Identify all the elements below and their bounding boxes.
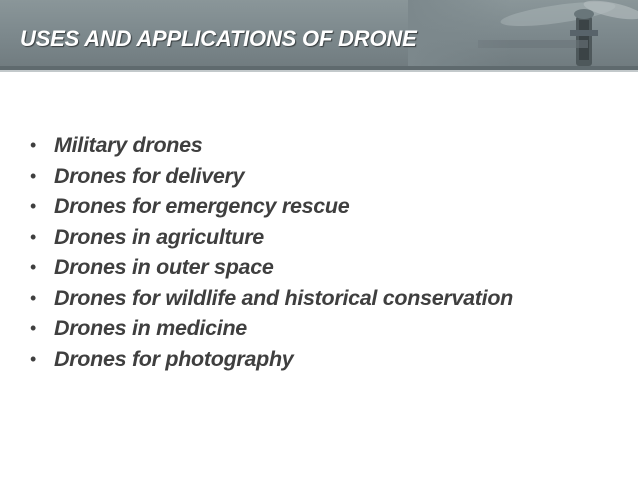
- bullet-icon: •: [30, 165, 37, 186]
- bullet-text: Drones in agriculture: [54, 224, 264, 249]
- bullet-icon: •: [30, 257, 37, 277]
- bullet-text: Drones in outer space: [54, 255, 274, 279]
- list-item: [30, 133, 590, 158]
- title-divider-highlight: [0, 70, 638, 72]
- slide-title: USES AND APPLICATIONS OF DRONE: [20, 26, 417, 51]
- bullet-icon: •: [30, 226, 37, 247]
- bullet-text: Drones for emergency rescue: [54, 194, 350, 218]
- drone-propeller-image: [408, 0, 638, 66]
- bullet-icon: •: [30, 287, 37, 308]
- bullet-text: Drones for photography: [54, 346, 294, 371]
- bullet-icon: •: [30, 135, 37, 155]
- list-item: [30, 255, 590, 280]
- bullet-text: Drones in medicine: [54, 316, 247, 340]
- list-item: [30, 225, 590, 250]
- title-bar: [0, 0, 638, 66]
- bullet-text: Drones for wildlife and historical conservation: [54, 285, 513, 310]
- bullet-text: Drones for delivery: [54, 163, 245, 188]
- list-item: [30, 194, 590, 219]
- list-item: [30, 286, 590, 311]
- list-item: [30, 347, 590, 372]
- list-item: [30, 316, 590, 341]
- bullet-icon: •: [30, 318, 37, 338]
- bullet-icon: •: [30, 348, 37, 369]
- bullet-icon: •: [30, 196, 37, 216]
- list-item: [30, 164, 590, 189]
- bullet-list: [30, 133, 590, 377]
- bullet-text: Military drones: [54, 133, 203, 157]
